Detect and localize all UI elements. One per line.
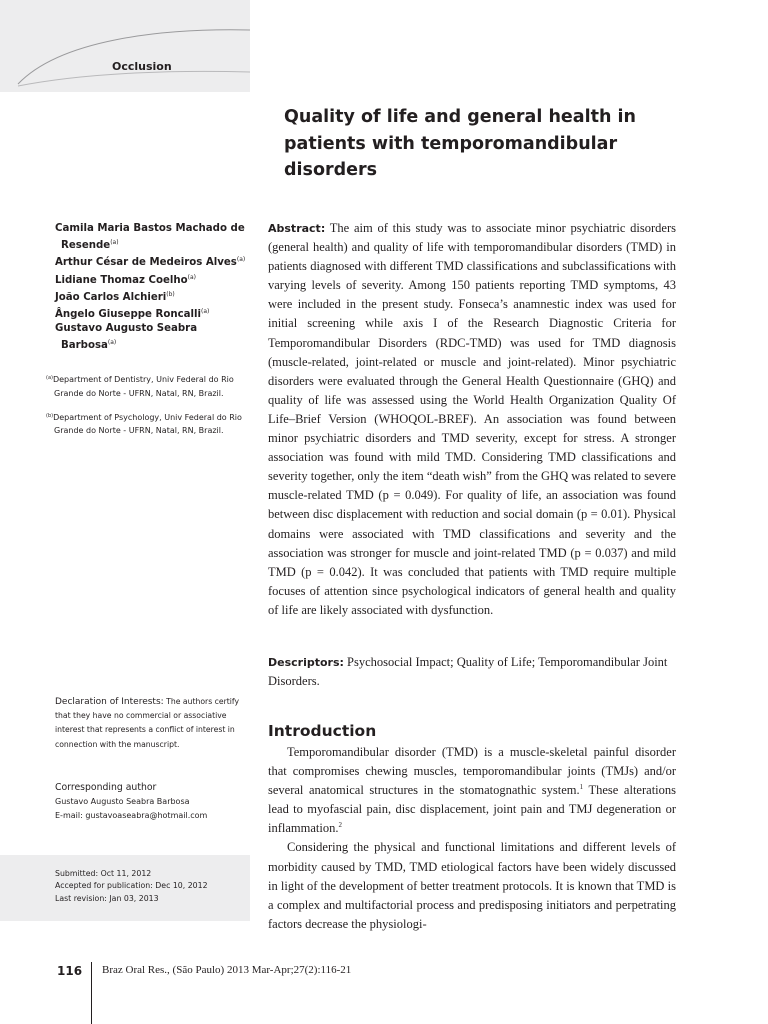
author-affil-mark: (a) bbox=[200, 308, 210, 316]
accepted-date: Accepted for publication: Dec 10, 2012 bbox=[55, 881, 208, 891]
author-affil-mark: (a) bbox=[107, 339, 117, 347]
journal-citation: Braz Oral Res., (São Paulo) 2013 Mar-Apr;27(2):116-21 bbox=[102, 964, 352, 976]
declaration-text: The authors certify that they have no commercial or associative interest that represents a conflict of interest in connection with the manuscript. bbox=[55, 697, 240, 749]
corresponding-heading: Corresponding author bbox=[55, 782, 157, 793]
page-number: 116 bbox=[57, 964, 83, 978]
author bbox=[55, 322, 255, 353]
author-affil-mark: (a) bbox=[110, 239, 119, 247]
author-affil-mark: (a) bbox=[236, 256, 246, 264]
author-name: Camila Maria Bastos Machado de Resende bbox=[55, 223, 245, 252]
author-name: Arthur César de Medeiros Alves bbox=[55, 257, 237, 269]
submitted-date: Submitted: Oct 11, 2012 bbox=[55, 869, 152, 878]
author-name: Ângelo Giuseppe Roncalli bbox=[55, 309, 201, 321]
author-name: Gustavo Augusto Seabra Barbosa bbox=[55, 323, 198, 352]
author bbox=[55, 305, 255, 322]
abstract-label: Abstract: bbox=[268, 222, 326, 235]
introduction-body bbox=[268, 743, 676, 934]
intro-paragraph bbox=[268, 838, 676, 933]
title-line: Quality of life and general health in bbox=[284, 107, 636, 127]
submission-dates bbox=[55, 868, 250, 905]
author bbox=[55, 271, 255, 288]
affiliation-text: Department of Dentistry, Univ Federal do Rio Grande do Norte - UFRN, Natal, RN, Brazil. bbox=[52, 375, 234, 398]
author bbox=[55, 253, 255, 270]
descriptors-label: Descriptors: bbox=[268, 656, 344, 669]
footer-divider bbox=[91, 962, 92, 1024]
section-label: Occlusion bbox=[112, 60, 172, 73]
introduction-heading: Introduction bbox=[268, 722, 377, 740]
corresponding-name: Gustavo Augusto Seabra Barbosa bbox=[55, 797, 190, 806]
affiliation-text: Department of Psychology, Univ Federal do Rio Grande do Norte - UFRN, Natal, RN, Brazil. bbox=[53, 412, 242, 436]
affiliation bbox=[46, 410, 251, 439]
intro-paragraph bbox=[268, 743, 676, 838]
declaration-heading: Declaration of Interests: bbox=[55, 697, 164, 707]
corresponding-email[interactable]: E-mail: gustavoaseabra@hotmail.com bbox=[55, 811, 208, 820]
author-name: Lidiane Thomaz Coelho bbox=[55, 274, 188, 286]
author-list bbox=[55, 222, 255, 354]
author-affil-mark: (a) bbox=[187, 273, 197, 281]
title-line: patients with temporomandibular bbox=[284, 133, 618, 154]
affiliation bbox=[46, 372, 251, 401]
revision-date: Last revision: Jan 03, 2013 bbox=[55, 893, 159, 903]
descriptors-text: Psychosocial Impact; Quality of Life; Temporomandibular Joint Disorders. bbox=[268, 655, 668, 688]
corresponding-author bbox=[55, 781, 250, 823]
intro-text: Temporomandibular disorder (TMD) is a muscle-skeletal painful disorder that compromises chewing muscles, temporomandibular joints (TMJs) and/or several anatomical structures in the stomatognathic system. bbox=[268, 745, 676, 798]
reference-mark[interactable]: 1 bbox=[579, 783, 584, 792]
author-name: João Carlos Alchieri bbox=[55, 291, 167, 303]
author bbox=[55, 288, 255, 305]
header-curve-decoration bbox=[0, 0, 260, 100]
reference-mark[interactable]: 2 bbox=[338, 821, 342, 830]
intro-text: These alterations lead to myofascial pain, disc displacement, joint pain and TMJ degeneration or inflammation. bbox=[268, 783, 676, 836]
affiliation-mark: (b) bbox=[46, 412, 54, 419]
author bbox=[55, 222, 255, 253]
declaration-of-interests bbox=[55, 695, 250, 752]
abstract-text: The aim of this study was to associate minor psychiatric disorders (general health) and quality of life with temporomandibular disorders (TMD) in patients diagnosed with different TMD classifications and subclassifications with varying levels of severity. Among 150 patients reporting TMD symptoms, 43 were included in the present study. Fonseca’s anamnestic index was used for initial screening while axis I of the Research Diagnostic Criteria for Temporomandibular Disorders (RDC-TMD) was used for TMD diagnosis (muscle-related, joint-related or muscle and joint-related). Minor psychiatric disorders were evaluated through the General Health Questionnaire (GHQ) and quality of life was assessed using the World Health Organization Quality Of Life–Brief Version (WHOQOL-BREF). An association was found between minor psychiatric disorders and TMD severity, except for stress. A stronger association was found with mild TMD. Considering TMD classifications and severity together, only the item “death wish” from the GHQ was related to severe muscle-related TMD (p = 0.049). For quality of life, an association was found between disc displacement with reduction and social domain (p = 0.01). Physical domains were associated with TMD classifications and severity and the association was stronger for muscle and joint-related TMD (p = 0.037) and mild TMD (p = 0.042). It was concluded that patients with TMD require multiple focuses of attention since psychological indicators of general health and quality of life are likely associated with dysfunction. bbox=[268, 221, 676, 617]
abstract bbox=[268, 219, 676, 620]
affiliation-list bbox=[46, 372, 251, 447]
title-line: disorders bbox=[284, 160, 378, 180]
author-affil-mark: (b) bbox=[166, 290, 175, 298]
intro-text: Considering the physical and functional limitations and different levels of morbidity caused by TMD, TMD etiological factors have been widely discussed in light of the development of better treatment protocols. It is known that TMD is a complex and multifactorial process and predisposing initiators and perpetrating factors decrease the physiologi- bbox=[268, 840, 676, 931]
affiliation-mark: (a) bbox=[46, 375, 53, 381]
descriptors bbox=[268, 653, 676, 691]
article-title bbox=[284, 104, 684, 184]
